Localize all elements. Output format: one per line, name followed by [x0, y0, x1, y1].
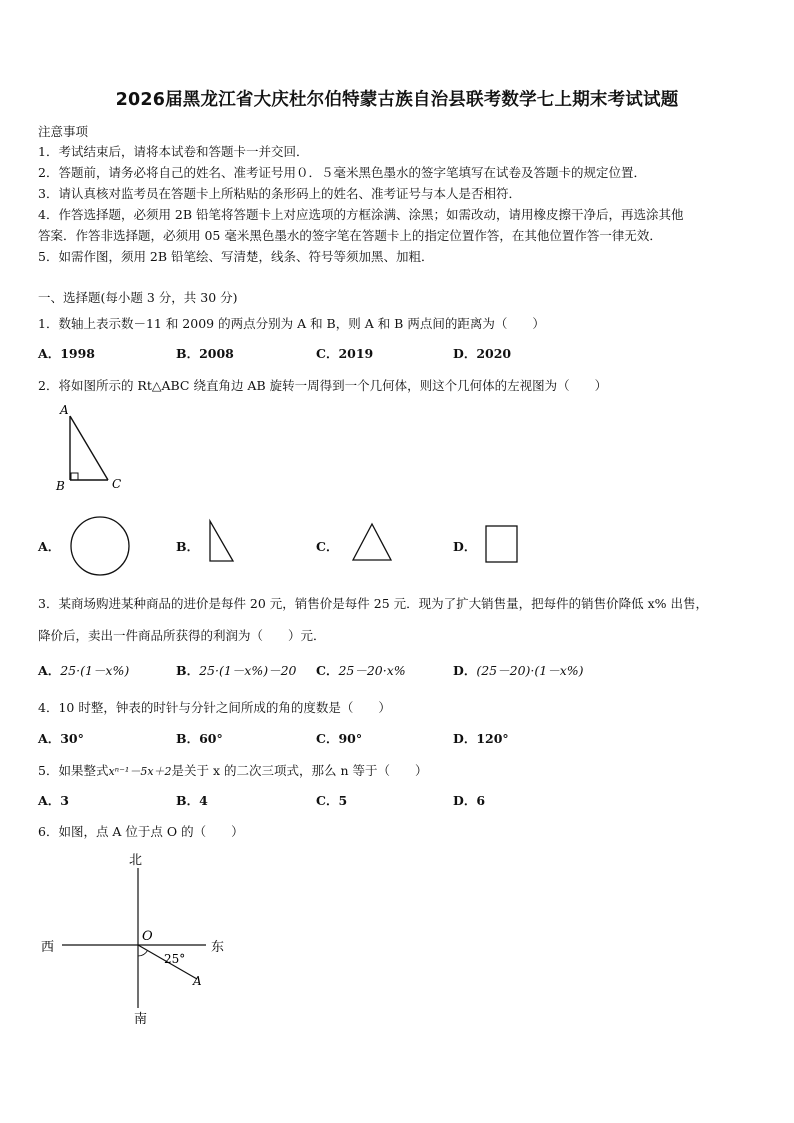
q2-option-c-triangle: [350, 521, 394, 563]
page-title: 2026届黑龙江省大庆杜尔伯特蒙古族自治县联考数学七上期末考试试题: [115, 90, 679, 110]
q3-stem-line1: 3．某商场购进某种商品的进价是每件 20 元，销售价是每件 25 元．现为了扩大销售量，把每件的销售价降低 x% 出售，: [38, 596, 709, 611]
q1-stem: 1．数轴上表示数－11 和 2009 的两点分别为 A 和 B，则 A 和 B 两点间的距离为（ ）: [38, 316, 545, 331]
notice-item-1: 1．考试结束后，请将本试卷和答题卡一并交回．: [38, 144, 309, 159]
q5-stem-pre: 5．如果整式: [38, 763, 109, 778]
q3-option-c-label: C．: [316, 663, 339, 678]
q2-option-a-label: A．: [38, 539, 61, 554]
q3-option-d: [453, 661, 584, 679]
q3-option-a: [38, 661, 129, 679]
q6-stem: 6．如图，点 A 位于点 O 的（ ）: [38, 824, 244, 839]
q6-label-angle: 25°: [164, 952, 186, 966]
q6-label-south: 南: [134, 1012, 148, 1027]
q6-label-west: 西: [41, 940, 55, 955]
q3-option-b-expr: 25·(1－x%)－20: [199, 663, 297, 678]
q4-stem: 4．10 时整，钟表的时针与分针之间所成的角的度数是（ ）: [38, 700, 391, 715]
q5-option-d: D．6: [453, 793, 486, 808]
notice-item-2: 2．答题前，请务必将自己的姓名、准考证号用０．５毫米黑色墨水的签字笔填写在试卷及答题卡的规定位置．: [38, 165, 646, 180]
q1-option-a: A．1998: [38, 346, 95, 361]
q4-option-b: B．60°: [176, 731, 223, 746]
notice-item-4-cont: 答案．作答非选择题，必须用 05 毫米黑色墨水的签字笔在答题卡上的指定位置作答，在其他位置作答一律无效．: [38, 228, 662, 243]
q3-stem-line2: 降价后，卖出一件商品所获得的利润为（ ）元．: [38, 628, 326, 643]
q2-stem: 2．将如图所示的 Rt△ABC 绕直角边 AB 旋转一周得到一个几何体，则这个几何体的左视图为（ ）: [38, 378, 608, 393]
q2-option-a-circle: [68, 514, 132, 578]
q2-label-b: B: [56, 479, 65, 493]
q3-option-d-label: D．: [453, 663, 477, 678]
q2-label-a: A: [60, 403, 69, 417]
q6-label-origin: O: [142, 929, 153, 944]
section-heading: 一、选择题(每小题 3 分，共 30 分): [38, 290, 238, 305]
q1-option-b: B．2008: [176, 346, 234, 361]
q5-option-a: A．3: [38, 793, 69, 808]
q5-stem-post: 是关于 x 的二次三项式，那么 n 等于（ ）: [171, 763, 428, 778]
q3-option-c-expr: 25－20·x%: [338, 663, 406, 678]
q4-option-c: C．90°: [316, 731, 363, 746]
q2-triangle-figure: [50, 402, 140, 494]
q2-option-d-label: D．: [453, 539, 477, 554]
q5-stem: [38, 761, 428, 779]
q1-option-d: D．2020: [453, 346, 512, 361]
q6-label-point: A: [193, 974, 202, 988]
q2-option-d-square: [484, 524, 520, 564]
q2-label-c: C: [112, 477, 122, 491]
q4-option-d: D．120°: [453, 731, 509, 746]
q3-option-b: [176, 661, 297, 679]
notice-item-5: 5．如需作图，须用 2B 铅笔绘、写清楚，线条、符号等须加黑、加粗．: [38, 249, 434, 264]
q3-option-d-expr: (25－20)·(1－x%): [476, 663, 584, 678]
notice-heading: 注意事项: [38, 124, 89, 139]
q1-option-c: C．2019: [316, 346, 374, 361]
q2-option-b-right-triangle: [205, 518, 237, 564]
q6-label-north: 北: [129, 853, 143, 868]
q2-option-b-label: B．: [176, 539, 200, 554]
q5-stem-expr: xⁿ⁻¹－5x＋2: [108, 765, 172, 778]
notice-item-3: 3．请认真核对监考员在答题卡上所粘贴的条形码上的姓名、准考证号与本人是否相符．: [38, 186, 521, 201]
q5-option-c: C．5: [316, 793, 348, 808]
q5-option-b: B．4: [176, 793, 208, 808]
q2-option-c-label: C．: [316, 539, 339, 554]
q4-option-a: A．30°: [38, 731, 84, 746]
q3-option-c: [316, 661, 406, 679]
q3-option-a-expr: 25·(1－x%): [60, 663, 130, 678]
q3-option-a-label: A．: [38, 663, 61, 678]
q6-label-east: 东: [211, 940, 225, 955]
notice-item-4: 4．作答选择题，必须用 2B 铅笔将答题卡上对应选项的方框涂满、涂黑；如需改动，请用橡皮擦干净后，再选涂其他: [38, 207, 684, 222]
q6-compass-figure: [36, 848, 236, 1030]
q3-option-b-label: B．: [176, 663, 200, 678]
